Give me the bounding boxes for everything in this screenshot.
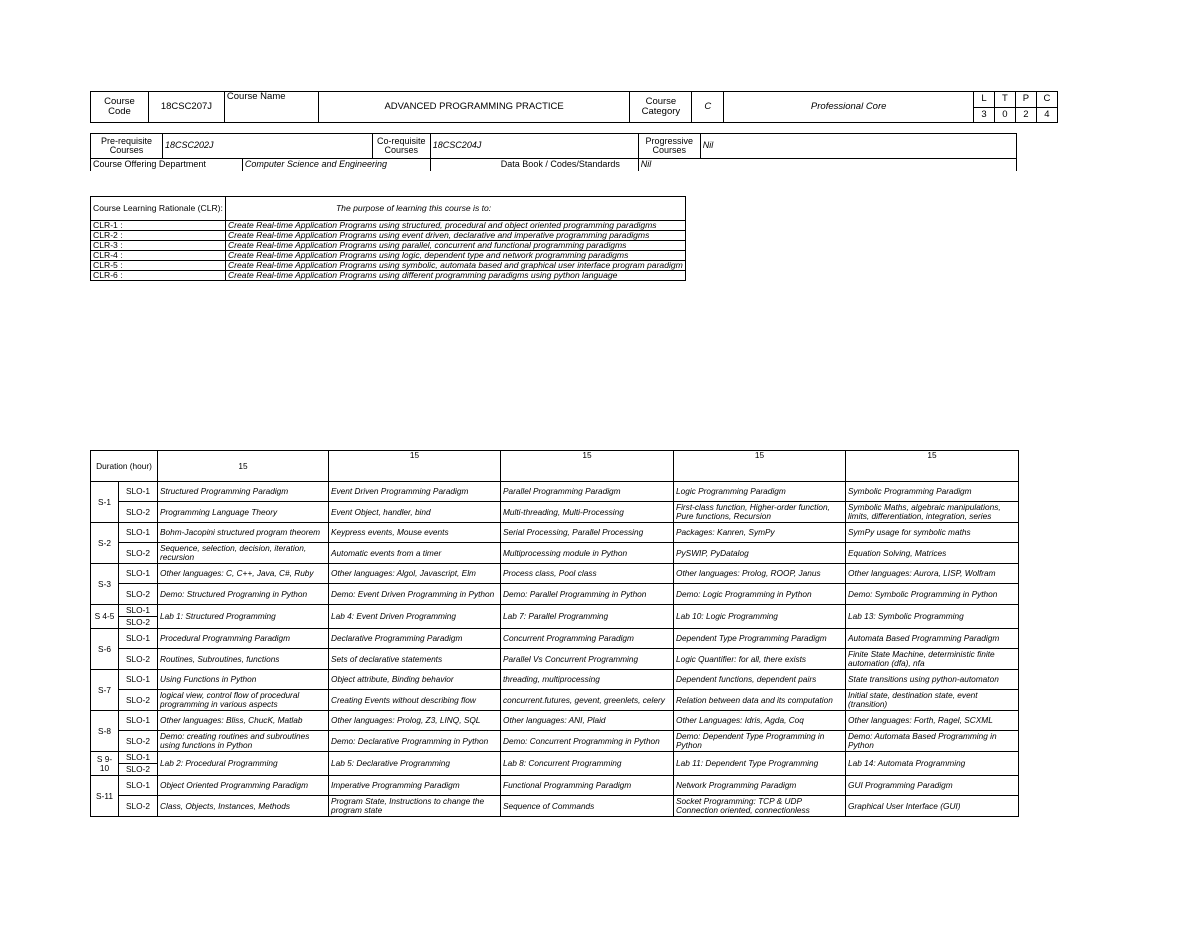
topic-cell: Routines, Subroutines, functions xyxy=(158,649,329,670)
topic-cell: threading, multiprocessing xyxy=(501,670,674,690)
topic-cell: Programming Language Theory xyxy=(158,502,329,523)
clr-row xyxy=(91,221,686,231)
ltpc-label-l: L xyxy=(974,92,995,108)
topic-cell: Logic Programming Paradigm xyxy=(674,482,846,502)
topic-cell: First-class function, Higher-order function, Pure functions, Recursion xyxy=(674,502,846,523)
topic-cell: Demo: Concurrent Programming in Python xyxy=(501,731,674,752)
session-row xyxy=(91,752,1019,764)
duration-unit-4: 15 xyxy=(674,451,846,482)
topic-cell: Object attribute, Binding behavior xyxy=(329,670,501,690)
course-category: C xyxy=(692,92,724,123)
topic-cell: Object Oriented Programming Paradigm xyxy=(158,776,329,796)
course-code-label: Course Code xyxy=(91,92,149,123)
topic-cell: Other Languages: Idris, Agda, Coq xyxy=(674,711,846,731)
clr-label: CLR-3 : xyxy=(91,241,226,251)
topic-cell: Other languages: Bliss, ChucK, Matlab xyxy=(158,711,329,731)
session-row xyxy=(91,690,1019,711)
clr-label: CLR-1 : xyxy=(91,221,226,231)
slo-label: SLO-2 xyxy=(119,796,158,817)
clr-text: Create Real-time Application Programs using event driven, declarative and imperative programming paradigms xyxy=(225,231,685,241)
slo-label: SLO-1 xyxy=(119,629,158,649)
topic-cell: Event Object, handler, bind xyxy=(329,502,501,523)
clr-label: CLR-6 : xyxy=(91,271,226,281)
lab-topic-cell: Lab 13: Symbolic Programming xyxy=(846,605,1019,629)
lab-topic-cell: Lab 1: Structured Programming xyxy=(158,605,329,629)
prerequisite-table xyxy=(90,133,1017,171)
session-number: S-7 xyxy=(91,670,119,711)
session-row xyxy=(91,584,1019,605)
topic-cell: Packages: Kanren, SymPy xyxy=(674,523,846,543)
topic-cell: GUI Programming Paradigm xyxy=(846,776,1019,796)
session-row xyxy=(91,711,1019,731)
lab-topic-cell: Lab 14: Automata Programming xyxy=(846,752,1019,776)
lab-topic-cell: Lab 8: Concurrent Programming xyxy=(501,752,674,776)
session-number: S-8 xyxy=(91,711,119,752)
slo-label: SLO-2 xyxy=(119,690,158,711)
topic-cell: Other languages: C, C++, Java, C#, Ruby xyxy=(158,564,329,584)
clr-heading-value: The purpose of learning this course is to: xyxy=(225,197,685,221)
session-row xyxy=(91,670,1019,690)
ltpc-value-c: 4 xyxy=(1036,107,1057,123)
topic-cell: Bohm-Jacopini structured program theorem xyxy=(158,523,329,543)
slo-label: SLO-1 xyxy=(119,482,158,502)
topic-cell: SymPy usage for symbolic maths xyxy=(846,523,1019,543)
ltpc-value-p: 2 xyxy=(1015,107,1036,123)
topic-cell: Other languages: ANI, Plaid xyxy=(501,711,674,731)
topic-cell: Demo: Logic Programming in Python xyxy=(674,584,846,605)
topic-cell: Initial state, destination state, event (transition) xyxy=(846,690,1019,711)
topic-cell: Keypress events, Mouse events xyxy=(329,523,501,543)
slo-label: SLO-1 xyxy=(119,564,158,584)
topic-cell: Class, Objects, Instances, Methods xyxy=(158,796,329,817)
topic-cell: Concurrent Programming Paradigm xyxy=(501,629,674,649)
topic-cell: Symbolic Maths, algebraic manipulations, limits, differentiation, integration, series xyxy=(846,502,1019,523)
topic-cell: Sequence of Commands xyxy=(501,796,674,817)
clr-row xyxy=(91,261,686,271)
ltpc-value-l: 3 xyxy=(974,107,995,123)
topic-cell: PySWIP, PyDatalog xyxy=(674,543,846,564)
ltpc-label-c: C xyxy=(1036,92,1057,108)
databook-value: Nil xyxy=(638,159,1016,171)
session-row xyxy=(91,564,1019,584)
session-row xyxy=(91,776,1019,796)
progressive-label: Progressive Courses xyxy=(638,134,700,159)
topic-cell: Multiprocessing module in Python xyxy=(501,543,674,564)
topic-cell: Process class, Pool class xyxy=(501,564,674,584)
topic-cell: Sequence, selection, decision, iteration, recursion xyxy=(158,543,329,564)
slo-label: SLO-1 xyxy=(119,711,158,731)
topic-cell: Other languages: Aurora, LISP, Wolfram xyxy=(846,564,1019,584)
session-number: S-2 xyxy=(91,523,119,564)
ltpc-label-t: T xyxy=(994,92,1015,108)
lab-topic-cell: Lab 10: Logic Programming xyxy=(674,605,846,629)
topic-cell: Equation Solving, Matrices xyxy=(846,543,1019,564)
topic-cell: Socket Programming: TCP & UDP Connection oriented, connectionless xyxy=(674,796,846,817)
slo-label: SLO-2 xyxy=(119,649,158,670)
topic-cell: Parallel Vs Concurrent Programming xyxy=(501,649,674,670)
session-number: S 9-10 xyxy=(91,752,119,776)
topic-cell: Other languages: Algol, Javascript, Elm xyxy=(329,564,501,584)
clr-text: Create Real-time Application Programs using structured, procedural and object oriented programming paradigms xyxy=(225,221,685,231)
topic-cell: Sets of declarative statements xyxy=(329,649,501,670)
clr-row xyxy=(91,241,686,251)
duration-label: Duration (hour) xyxy=(91,451,158,482)
session-number: S-6 xyxy=(91,629,119,670)
course-name-label: Course Name xyxy=(224,92,318,123)
session-row xyxy=(91,482,1019,502)
topic-cell: Parallel Programming Paradigm xyxy=(501,482,674,502)
slo-label: SLO-2 xyxy=(119,764,158,776)
topic-cell: Demo: Event Driven Programming in Python xyxy=(329,584,501,605)
topic-cell: Graphical User Interface (GUI) xyxy=(846,796,1019,817)
duration-unit-1: 15 xyxy=(158,451,329,482)
slo-label: SLO-1 xyxy=(119,523,158,543)
clr-label: CLR-4 : xyxy=(91,251,226,261)
clr-row xyxy=(91,231,686,241)
course-code: 18CSC207J xyxy=(148,92,224,123)
databook-label: Data Book / Codes/Standards xyxy=(430,159,638,171)
topic-cell: Declarative Programming Paradigm xyxy=(329,629,501,649)
session-row xyxy=(91,731,1019,752)
prereq-value: 18CSC202J xyxy=(162,134,372,159)
session-number: S 4-5 xyxy=(91,605,119,629)
ltpc-label-p: P xyxy=(1015,92,1036,108)
duration-unit-3: 15 xyxy=(501,451,674,482)
clr-text: Create Real-time Application Programs using parallel, concurrent and functional programming paradigms xyxy=(225,241,685,251)
lab-topic-cell: Lab 4: Event Driven Programming xyxy=(329,605,501,629)
topic-cell: Other languages: Prolog, Z3, LINQ, SQL xyxy=(329,711,501,731)
session-schedule-table xyxy=(90,450,1019,817)
slo-label: SLO-2 xyxy=(119,543,158,564)
topic-cell: Demo: Dependent Type Programming in Python xyxy=(674,731,846,752)
topic-cell: Other languages: Forth, Ragel, SCXML xyxy=(846,711,1019,731)
topic-cell: Automatic events from a timer xyxy=(329,543,501,564)
slo-label: SLO-1 xyxy=(119,752,158,764)
dept-label: Course Offering Department xyxy=(91,159,243,171)
coreq-label: Co-requisite Courses xyxy=(372,134,430,159)
session-row xyxy=(91,543,1019,564)
topic-cell: Finite State Machine, deterministic finite automation (dfa), nfa xyxy=(846,649,1019,670)
topic-cell: Imperative Programming Paradigm xyxy=(329,776,501,796)
topic-cell: Other languages: Prolog, ROOP, Janus xyxy=(674,564,846,584)
course-header-table xyxy=(90,91,1058,123)
topic-cell: Demo: creating routines and subroutines using functions in Python xyxy=(158,731,329,752)
slo-label: SLO-2 xyxy=(119,502,158,523)
slo-label: SLO-2 xyxy=(119,584,158,605)
topic-cell: Program State, Instructions to change the program state xyxy=(329,796,501,817)
session-row xyxy=(91,502,1019,523)
session-row xyxy=(91,523,1019,543)
slo-label: SLO-1 xyxy=(119,670,158,690)
session-row xyxy=(91,629,1019,649)
topic-cell: Demo: Automata Based Programming in Python xyxy=(846,731,1019,752)
topic-cell: Dependent functions, dependent pairs xyxy=(674,670,846,690)
topic-cell: Demo: Declarative Programming in Python xyxy=(329,731,501,752)
session-number: S-11 xyxy=(91,776,119,817)
topic-cell: Network Programming Paradigm xyxy=(674,776,846,796)
topic-cell: Symbolic Programming Paradigm xyxy=(846,482,1019,502)
slo-label: SLO-1 xyxy=(119,776,158,796)
topic-cell: Relation between data and its computation xyxy=(674,690,846,711)
clr-row xyxy=(91,251,686,261)
session-row xyxy=(91,649,1019,670)
lab-topic-cell: Lab 5: Declarative Programming xyxy=(329,752,501,776)
clr-row xyxy=(91,271,686,281)
slo-label: SLO-1 xyxy=(119,605,158,617)
topic-cell: Using Functions in Python xyxy=(158,670,329,690)
topic-cell: Automata Based Programming Paradigm xyxy=(846,629,1019,649)
dept-value: Computer Science and Engineering xyxy=(242,159,430,171)
topic-cell: Dependent Type Programming Paradigm xyxy=(674,629,846,649)
clr-text: Create Real-time Application Programs using different programming paradigms using python language xyxy=(225,271,685,281)
course-category-name: Professional Core xyxy=(724,92,974,123)
session-number: S-3 xyxy=(91,564,119,605)
course-name: ADVANCED PROGRAMMING PRACTICE xyxy=(318,92,630,123)
topic-cell: Demo: Parallel Programming in Python xyxy=(501,584,674,605)
topic-cell: Logic Quantifier: for all, there exists xyxy=(674,649,846,670)
topic-cell: Serial Processing, Parallel Processing xyxy=(501,523,674,543)
topic-cell: Creating Events without describing flow xyxy=(329,690,501,711)
topic-cell: concurrent.futures, gevent, greenlets, celery xyxy=(501,690,674,711)
coreq-value: 18CSC204J xyxy=(430,134,638,159)
prereq-label: Pre-requisite Courses xyxy=(91,134,163,159)
topic-cell: State transitions using python-automaton xyxy=(846,670,1019,690)
slo-label: SLO-2 xyxy=(119,731,158,752)
slo-label: SLO-2 xyxy=(119,617,158,629)
lab-topic-cell: Lab 11: Dependent Type Programming xyxy=(674,752,846,776)
topic-cell: Multi-threading, Multi-Processing xyxy=(501,502,674,523)
lab-topic-cell: Lab 2: Procedural Programming xyxy=(158,752,329,776)
topic-cell: Event Driven Programming Paradigm xyxy=(329,482,501,502)
topic-cell: Demo: Symbolic Programming in Python xyxy=(846,584,1019,605)
session-number: S-1 xyxy=(91,482,119,523)
topic-cell: Functional Programming Paradigm xyxy=(501,776,674,796)
topic-cell: Structured Programming Paradigm xyxy=(158,482,329,502)
clr-heading-label: Course Learning Rationale (CLR): xyxy=(91,197,226,221)
clr-text: Create Real-time Application Programs using logic, dependent type and network programming paradigms xyxy=(225,251,685,261)
clr-text: Create Real-time Application Programs using symbolic, automata based and graphical user interface program paradigm xyxy=(225,261,685,271)
topic-cell: Procedural Programming Paradigm xyxy=(158,629,329,649)
topic-cell: logical view, control flow of procedural programming in various aspects xyxy=(158,690,329,711)
progressive-value: Nil xyxy=(700,134,1016,159)
course-category-label: Course Category xyxy=(630,92,692,123)
topic-cell: Demo: Structured Programing in Python xyxy=(158,584,329,605)
clr-label: CLR-5 : xyxy=(91,261,226,271)
clr-label: CLR-2 : xyxy=(91,231,226,241)
session-row xyxy=(91,796,1019,817)
session-row xyxy=(91,605,1019,617)
duration-unit-5: 15 xyxy=(846,451,1019,482)
clr-table xyxy=(90,196,686,281)
lab-topic-cell: Lab 7: Parallel Programming xyxy=(501,605,674,629)
ltpc-value-t: 0 xyxy=(994,107,1015,123)
duration-unit-2: 15 xyxy=(329,451,501,482)
